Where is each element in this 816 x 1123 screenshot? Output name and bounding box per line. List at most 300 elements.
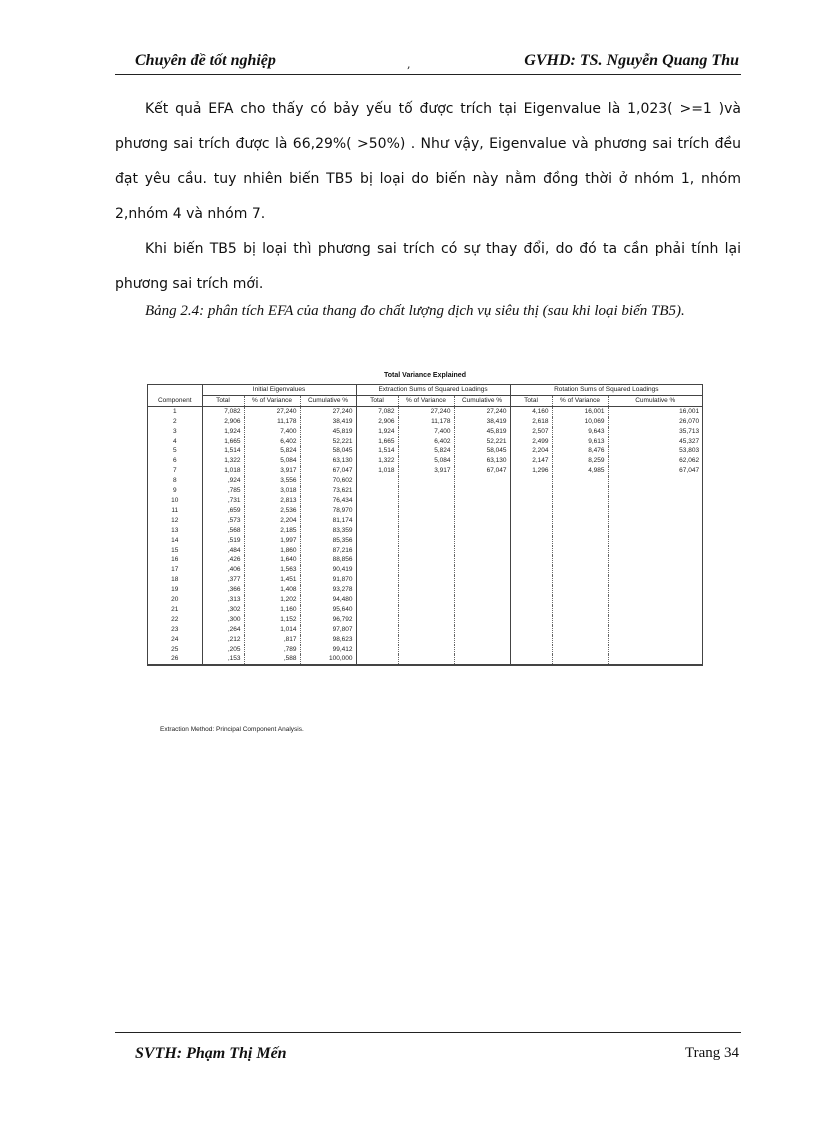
value-cell [398, 476, 454, 486]
table-caption: Bảng 2.4: phân tích EFA của thang đo chất lượng dịch vụ siêu thị (sau khi loại biến TB5). [145, 303, 685, 319]
table-row [148, 575, 702, 585]
value-cell: 1,160 [244, 605, 300, 615]
value-cell: 1,997 [244, 536, 300, 546]
value-cell: 7,082 [356, 406, 398, 416]
value-cell [398, 496, 454, 506]
value-cell [398, 605, 454, 615]
component-cell: 24 [171, 635, 179, 643]
value-cell: 1,665 [356, 437, 398, 447]
value-cell: 2,499 [510, 437, 552, 447]
value-cell: 2,536 [244, 506, 300, 516]
value-cell [454, 615, 510, 625]
value-cell [552, 486, 608, 496]
footer-page-number: Trang 34 [684, 1045, 739, 1061]
paragraph-variance-change: Khi biến TB5 bị loại thì phương sai trích có sự thay đổi, do đó ta cần phải tính lại phương sai trích mới. [115, 241, 741, 292]
component-cell: 13 [171, 526, 179, 534]
value-cell: 73,621 [300, 486, 356, 496]
value-cell: 45,819 [300, 427, 356, 437]
value-cell: 2,147 [510, 456, 552, 466]
value-cell [454, 555, 510, 565]
component-header-spacer [148, 385, 202, 395]
value-cell [356, 506, 398, 516]
value-cell: 1,563 [244, 565, 300, 575]
value-cell [454, 496, 510, 506]
value-cell: 35,713 [608, 427, 702, 437]
value-cell: 7,400 [244, 427, 300, 437]
value-cell: 70,602 [300, 476, 356, 486]
table-title: Total Variance Explained [384, 372, 466, 379]
component-cell: 10 [171, 496, 179, 504]
header-document-title: Chuyên đề tốt nghiệp [135, 52, 276, 69]
value-cell [510, 635, 552, 645]
value-cell: 45,819 [454, 427, 510, 437]
table-row [148, 437, 702, 447]
value-cell: 96,792 [300, 615, 356, 625]
value-cell: 1,014 [244, 625, 300, 635]
value-cell: 27,240 [244, 406, 300, 416]
value-cell [356, 575, 398, 585]
value-cell: ,377 [202, 575, 244, 585]
value-cell: 1,640 [244, 555, 300, 565]
value-cell: 16,001 [552, 406, 608, 416]
sub-header: % of Variance [398, 395, 454, 406]
value-cell: 1,514 [356, 446, 398, 456]
group-header-extraction: Extraction Sums of Squared Loadings [356, 385, 510, 395]
value-cell: 62,062 [608, 456, 702, 466]
value-cell: 1,152 [244, 615, 300, 625]
value-cell: 3,018 [244, 486, 300, 496]
page-footer [115, 1032, 741, 1062]
value-cell: 6,402 [398, 437, 454, 447]
value-cell: 27,240 [454, 406, 510, 416]
sub-header: Total [510, 395, 552, 406]
value-cell: 1,322 [356, 456, 398, 466]
value-cell: 7,400 [398, 427, 454, 437]
table-row [148, 635, 702, 645]
value-cell: 85,356 [300, 536, 356, 546]
value-cell [398, 615, 454, 625]
value-cell [356, 476, 398, 486]
value-cell [398, 526, 454, 536]
component-cell: 7 [172, 467, 177, 475]
component-cell: 22 [171, 615, 179, 623]
value-cell: 100,000 [300, 654, 356, 664]
value-cell [398, 645, 454, 655]
value-cell: ,785 [202, 486, 244, 496]
value-cell [552, 516, 608, 526]
value-cell [454, 575, 510, 585]
sub-header: Cumulative % [608, 395, 702, 406]
table-row [148, 645, 702, 655]
value-cell: 95,640 [300, 605, 356, 615]
value-cell: ,484 [202, 546, 244, 556]
value-cell [608, 585, 702, 595]
header-mark: , [407, 58, 411, 71]
header-advisor: GVHD: TS. Nguyễn Quang Thu [524, 52, 739, 69]
value-cell: ,817 [244, 635, 300, 645]
component-cell: 4 [172, 437, 177, 445]
value-cell: ,789 [244, 645, 300, 655]
value-cell: 38,419 [300, 417, 356, 427]
table-row [148, 427, 702, 437]
value-cell [398, 654, 454, 664]
value-cell [552, 595, 608, 605]
sub-header: Cumulative % [300, 395, 356, 406]
value-cell: 2,906 [356, 417, 398, 427]
sub-header: % of Variance [552, 395, 608, 406]
value-cell: 1,018 [356, 466, 398, 476]
value-cell [398, 585, 454, 595]
footer-student: SVTH: Phạm Thị Mến [135, 1045, 287, 1062]
value-cell [356, 496, 398, 506]
table-row [148, 615, 702, 625]
value-cell [510, 476, 552, 486]
value-cell: 8,259 [552, 456, 608, 466]
component-header: Component [148, 395, 202, 406]
value-cell: 1,296 [510, 466, 552, 476]
value-cell [454, 526, 510, 536]
value-cell: 4,985 [552, 466, 608, 476]
value-cell: 93,278 [300, 585, 356, 595]
value-cell [608, 536, 702, 546]
value-cell [510, 486, 552, 496]
value-cell: 90,419 [300, 565, 356, 575]
value-cell: ,731 [202, 496, 244, 506]
value-cell: 1,860 [244, 546, 300, 556]
value-cell: 16,001 [608, 406, 702, 416]
value-cell [356, 605, 398, 615]
value-cell [608, 625, 702, 635]
value-cell [398, 635, 454, 645]
sub-header: Total [202, 395, 244, 406]
value-cell: 1,451 [244, 575, 300, 585]
component-cell: 20 [171, 596, 179, 604]
table-row [148, 516, 702, 526]
table-row [148, 417, 702, 427]
component-cell: 3 [172, 427, 177, 435]
value-cell: 9,643 [552, 427, 608, 437]
value-cell [356, 565, 398, 575]
value-cell: 88,856 [300, 555, 356, 565]
value-cell: 58,045 [300, 446, 356, 456]
value-cell [552, 546, 608, 556]
value-cell [552, 585, 608, 595]
value-cell: ,264 [202, 625, 244, 635]
value-cell: 99,412 [300, 645, 356, 655]
table-row [148, 625, 702, 635]
value-cell [398, 625, 454, 635]
value-cell: ,573 [202, 516, 244, 526]
value-cell [510, 615, 552, 625]
value-cell [356, 555, 398, 565]
value-cell: 3,917 [398, 466, 454, 476]
value-cell [552, 565, 608, 575]
value-cell [356, 635, 398, 645]
value-cell: 97,807 [300, 625, 356, 635]
component-cell: 12 [171, 516, 179, 524]
value-cell: 26,070 [608, 417, 702, 427]
value-cell [356, 546, 398, 556]
value-cell [398, 555, 454, 565]
value-cell: 3,917 [244, 466, 300, 476]
group-header-rotation: Rotation Sums of Squared Loadings [510, 385, 702, 395]
value-cell [454, 585, 510, 595]
value-cell [356, 595, 398, 605]
table-row [148, 486, 702, 496]
value-cell: 27,240 [300, 406, 356, 416]
value-cell: 76,434 [300, 496, 356, 506]
value-cell [454, 595, 510, 605]
value-cell [356, 585, 398, 595]
value-cell [356, 654, 398, 664]
value-cell [608, 486, 702, 496]
value-cell [356, 516, 398, 526]
value-cell: ,426 [202, 555, 244, 565]
component-cell: 26 [148, 654, 202, 664]
value-cell [398, 565, 454, 575]
value-cell [552, 496, 608, 506]
value-cell [510, 585, 552, 595]
value-cell: 6,402 [244, 437, 300, 447]
value-cell [398, 546, 454, 556]
value-cell [552, 575, 608, 585]
value-cell [608, 555, 702, 565]
table-row [148, 595, 702, 605]
value-cell [552, 654, 608, 664]
value-cell [510, 595, 552, 605]
component-cell: 2 [172, 417, 177, 425]
value-cell [552, 506, 608, 516]
value-cell: 9,613 [552, 437, 608, 447]
component-cell: 25 [171, 645, 179, 653]
value-cell: 2,204 [244, 516, 300, 526]
value-cell: 98,623 [300, 635, 356, 645]
value-cell: ,313 [202, 595, 244, 605]
body-text [115, 92, 741, 302]
sub-header: % of Variance [244, 395, 300, 406]
value-cell [510, 625, 552, 635]
value-cell: 38,419 [454, 417, 510, 427]
component-cell: 5 [172, 447, 177, 455]
value-cell [608, 565, 702, 575]
value-cell: 1,665 [202, 437, 244, 447]
component-cell: 19 [171, 586, 179, 594]
component-cell: 8 [172, 477, 177, 485]
value-cell [608, 476, 702, 486]
value-cell [552, 635, 608, 645]
value-cell [356, 645, 398, 655]
value-cell: ,588 [244, 654, 300, 664]
value-cell [510, 496, 552, 506]
variance-table [148, 385, 702, 665]
table-row [148, 654, 702, 664]
value-cell [454, 516, 510, 526]
value-cell [510, 526, 552, 536]
value-cell [398, 536, 454, 546]
value-cell [510, 565, 552, 575]
value-cell: 5,084 [244, 456, 300, 466]
value-cell [510, 555, 552, 565]
table-row [148, 456, 702, 466]
value-cell [608, 654, 702, 664]
value-cell: 81,174 [300, 516, 356, 526]
table-row [148, 555, 702, 565]
value-cell: 52,221 [300, 437, 356, 447]
value-cell: 2,204 [510, 446, 552, 456]
value-cell [552, 555, 608, 565]
value-cell: 5,084 [398, 456, 454, 466]
value-cell [454, 645, 510, 655]
value-cell: 5,824 [244, 446, 300, 456]
sub-header: Cumulative % [454, 395, 510, 406]
table-row [148, 506, 702, 516]
value-cell [510, 536, 552, 546]
component-cell: 21 [171, 605, 179, 613]
value-cell: 78,970 [300, 506, 356, 516]
value-cell: 45,327 [608, 437, 702, 447]
value-cell: 1,514 [202, 446, 244, 456]
value-cell: ,519 [202, 536, 244, 546]
value-cell: ,406 [202, 565, 244, 575]
value-cell: ,302 [202, 605, 244, 615]
value-cell: 3,556 [244, 476, 300, 486]
value-cell [356, 615, 398, 625]
value-cell [608, 516, 702, 526]
value-cell: 11,178 [244, 417, 300, 427]
value-cell [510, 506, 552, 516]
value-cell [398, 486, 454, 496]
component-cell: 18 [171, 576, 179, 584]
component-cell: 11 [171, 506, 179, 514]
value-cell: 52,221 [454, 437, 510, 447]
value-cell [454, 605, 510, 615]
value-cell: 94,480 [300, 595, 356, 605]
table-row [148, 496, 702, 506]
value-cell [552, 605, 608, 615]
value-cell [552, 625, 608, 635]
value-cell: 4,160 [510, 406, 552, 416]
value-cell [608, 595, 702, 605]
page-header [115, 50, 741, 75]
value-cell: 1,202 [244, 595, 300, 605]
value-cell: 1,018 [202, 466, 244, 476]
component-cell: 14 [171, 536, 179, 544]
value-cell [608, 635, 702, 645]
value-cell: 1,322 [202, 456, 244, 466]
value-cell [454, 625, 510, 635]
value-cell: ,659 [202, 506, 244, 516]
value-cell: 2,618 [510, 417, 552, 427]
component-cell: 23 [171, 625, 179, 633]
value-cell: 2,813 [244, 496, 300, 506]
value-cell [398, 516, 454, 526]
sub-header: Total [356, 395, 398, 406]
component-cell: 15 [171, 546, 179, 554]
value-cell [608, 526, 702, 536]
value-cell [608, 605, 702, 615]
value-cell [356, 625, 398, 635]
value-cell: 67,047 [300, 466, 356, 476]
value-cell [552, 476, 608, 486]
value-cell: 2,906 [202, 417, 244, 427]
value-cell [510, 575, 552, 585]
value-cell [608, 575, 702, 585]
component-cell: 16 [171, 556, 179, 564]
value-cell: 7,082 [202, 406, 244, 416]
paragraph-efa-result: Kết quả EFA cho thấy có bảy yếu tố được trích tại Eigenvalue là 1,023( >=1 )và phương sai trích được là 66,29%( >50%) . Như vậy, Eigenvalue và phương sai trích đều đạt yêu cầu. tuy nhiên biến TB5 bị loại do biến này nằm đồng thời ở nhóm 1, nhóm 2,nhóm 4 và nhóm 7. [115, 101, 741, 222]
value-cell [454, 486, 510, 496]
value-cell [510, 605, 552, 615]
value-cell: 11,178 [398, 417, 454, 427]
component-cell: 6 [172, 457, 177, 465]
value-cell: 63,130 [300, 456, 356, 466]
value-cell: ,153 [202, 654, 244, 664]
component-cell: 1 [172, 407, 177, 415]
value-cell [552, 615, 608, 625]
table-row [148, 585, 702, 595]
value-cell [454, 565, 510, 575]
value-cell: 53,803 [608, 446, 702, 456]
value-cell: 2,507 [510, 427, 552, 437]
value-cell [510, 654, 552, 664]
value-cell [454, 476, 510, 486]
value-cell [356, 526, 398, 536]
table-row [148, 466, 702, 476]
table-body [148, 406, 702, 665]
value-cell [510, 516, 552, 526]
value-cell: 5,824 [398, 446, 454, 456]
value-cell [454, 546, 510, 556]
table-row [148, 476, 702, 486]
table-row [148, 565, 702, 575]
value-cell: ,212 [202, 635, 244, 645]
value-cell: 27,240 [398, 406, 454, 416]
value-cell: ,300 [202, 615, 244, 625]
value-cell: 63,130 [454, 456, 510, 466]
component-cell: 17 [171, 566, 179, 574]
value-cell [454, 635, 510, 645]
value-cell [510, 546, 552, 556]
value-cell: 58,045 [454, 446, 510, 456]
value-cell: ,366 [202, 585, 244, 595]
value-cell [552, 536, 608, 546]
value-cell: 2,185 [244, 526, 300, 536]
value-cell [356, 536, 398, 546]
value-cell [552, 645, 608, 655]
table-row [148, 446, 702, 456]
table-row [148, 406, 702, 416]
value-cell [398, 595, 454, 605]
value-cell: 83,359 [300, 526, 356, 536]
value-cell [510, 645, 552, 655]
value-cell [608, 615, 702, 625]
table-row [148, 546, 702, 556]
value-cell [454, 536, 510, 546]
component-cell: 9 [172, 487, 177, 495]
table-footnote: Extraction Method: Principal Component Analysis. [160, 726, 304, 733]
value-cell [552, 526, 608, 536]
value-cell [608, 506, 702, 516]
value-cell: 1,408 [244, 585, 300, 595]
value-cell [398, 506, 454, 516]
table-row [148, 526, 702, 536]
value-cell: 67,047 [608, 466, 702, 476]
value-cell: ,205 [202, 645, 244, 655]
value-cell: 67,047 [454, 466, 510, 476]
group-header-initial: Initial Eigenvalues [202, 385, 356, 395]
value-cell [608, 496, 702, 506]
value-cell: 1,924 [356, 427, 398, 437]
